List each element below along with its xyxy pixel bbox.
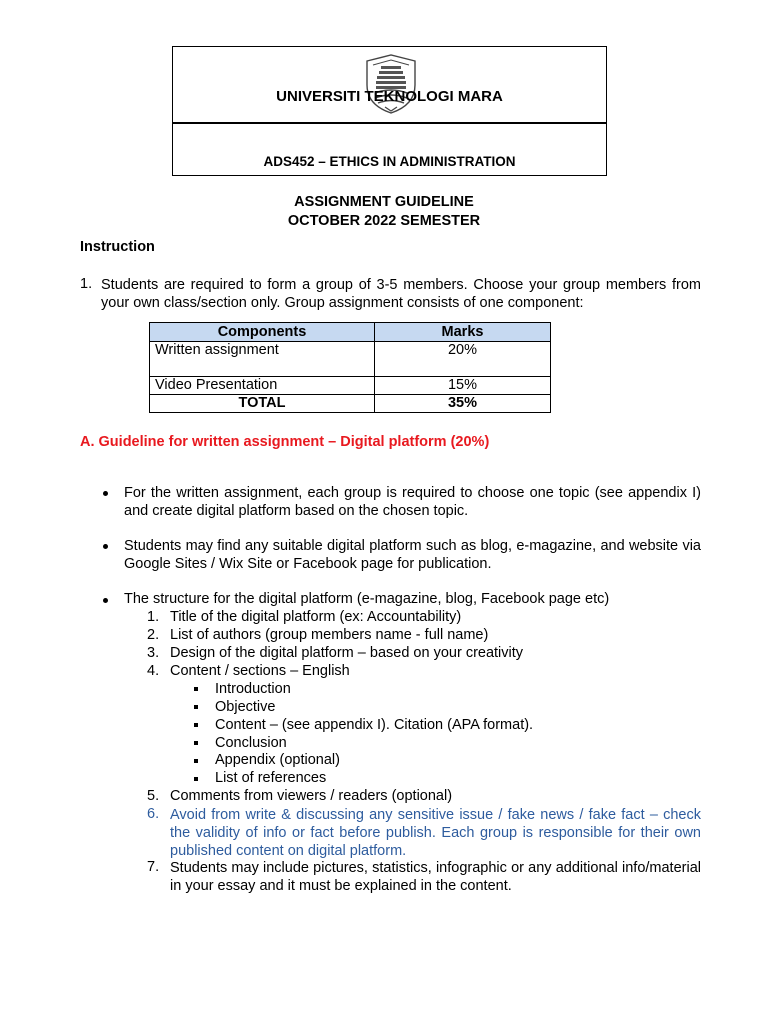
content-section-item: Introduction xyxy=(215,681,291,697)
content-section-item: Objective xyxy=(215,699,276,715)
table-header-components: Components xyxy=(150,323,375,342)
table-cell-marks: 15% xyxy=(375,377,551,395)
table-total-value: 35% xyxy=(375,395,551,413)
structure-item-warning: Avoid from write & discussing any sensitive issue / fake news / fake fact – check the validity of info or fact before publish. Each group is responsible for their own published content on digital platform. xyxy=(170,807,701,859)
structure-number: 7. xyxy=(147,859,160,875)
table-total-label: TOTAL xyxy=(150,395,375,413)
content-section-item: Conclusion xyxy=(215,735,287,751)
table-row xyxy=(150,342,551,377)
content-section-item: Content – (see appendix I). Citation (APA format). xyxy=(215,717,534,733)
table-cell-component: Written assignment xyxy=(150,342,375,377)
content-section-item: Appendix (optional) xyxy=(215,752,340,768)
square-bullet-icon xyxy=(194,705,198,709)
title-line-1: ASSIGNMENT GUIDELINE xyxy=(294,194,474,210)
square-bullet-icon xyxy=(194,723,198,727)
course-name: ADS452 – ETHICS IN ADMINISTRATION xyxy=(263,154,516,169)
bullet-structure: The structure for the digital platform (e-magazine, blog, Facebook page etc) xyxy=(124,591,610,607)
marks-table xyxy=(149,322,551,413)
bullet-icon xyxy=(103,544,108,549)
table-row xyxy=(150,377,551,395)
title-line-2: OCTOBER 2022 SEMESTER xyxy=(287,213,481,229)
table-cell-component: Video Presentation xyxy=(150,377,375,395)
structure-number: 5. xyxy=(147,788,160,804)
instruction-item-text: Students are required to form a group of 3-5 members. Choose your group members from your own class/section only. Group assignment consists of one component: xyxy=(101,277,701,311)
structure-item: Comments from viewers / readers (optional) xyxy=(170,788,453,804)
table-total-row xyxy=(150,395,551,413)
square-bullet-icon xyxy=(194,741,198,745)
section-a-heading: A. Guideline for written assignment – Digital platform (20%) xyxy=(80,434,490,450)
table-header-marks: Marks xyxy=(375,323,551,342)
bullet-written-assignment: For the written assignment, each group is required to choose one topic (see appendix I) and create digital platform based on the chosen topic. xyxy=(124,485,701,519)
square-bullet-icon xyxy=(194,759,198,763)
structure-item: List of authors (group members name - full name) xyxy=(170,627,489,643)
logo-area xyxy=(173,47,606,124)
structure-number: 3. xyxy=(147,645,160,661)
instruction-heading: Instruction xyxy=(80,239,155,255)
bullet-icon xyxy=(103,598,108,603)
instruction-item-number: 1. xyxy=(80,276,93,292)
table-header-row xyxy=(150,323,551,342)
bullet-icon xyxy=(103,491,108,496)
university-name: UNIVERSITI TEKNOLOGI MARA xyxy=(276,88,503,105)
structure-item: Students may include pictures, statistics, infographic or any additional info/material in your essay and it must be explained in the content. xyxy=(170,860,701,894)
structure-number: 6. xyxy=(147,806,160,822)
table-cell-marks: 20% xyxy=(375,342,551,377)
uitm-crest-icon xyxy=(361,51,421,117)
structure-item: Design of the digital platform – based on your creativity xyxy=(170,645,524,661)
structure-number: 4. xyxy=(147,663,160,679)
square-bullet-icon xyxy=(194,777,198,781)
structure-number: 2. xyxy=(147,627,160,643)
structure-item: Content / sections – English xyxy=(170,663,350,679)
bullet-digital-platform: Students may find any suitable digital platform such as blog, e-magazine, and website via Google Sites / Wix Site or Facebook page for publication. xyxy=(124,538,701,572)
structure-item: Title of the digital platform (ex: Accountability) xyxy=(170,609,462,625)
structure-number: 1. xyxy=(147,609,160,625)
content-section-item: List of references xyxy=(215,770,327,786)
square-bullet-icon xyxy=(194,687,198,691)
